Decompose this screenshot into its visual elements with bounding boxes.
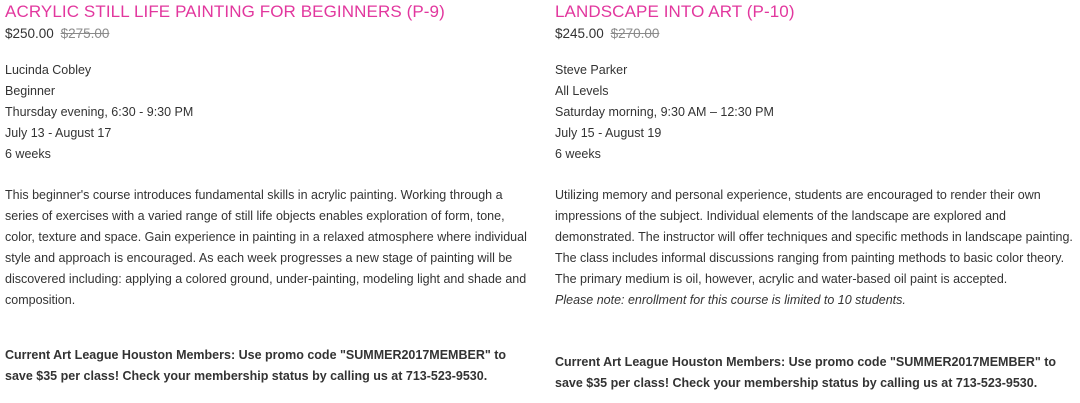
- course-details: [555, 60, 1080, 165]
- course-price: [555, 24, 1080, 44]
- course-duration: 6 weeks: [5, 147, 51, 161]
- course-card-p9: [5, 0, 530, 311]
- instructor-name: Steve Parker: [555, 63, 628, 77]
- course-card-p10: [555, 0, 1080, 311]
- course-dates: July 15 - August 19: [555, 126, 662, 140]
- course-title[interactable]: LANDSCAPE INTO ART (P-10): [555, 2, 795, 21]
- course-level: Beginner: [5, 84, 56, 98]
- course-title[interactable]: ACRYLIC STILL LIFE PAINTING FOR BEGINNERS (P-9): [5, 2, 445, 21]
- original-price: $275.00: [60, 26, 110, 41]
- member-promo-notice: Current Art League Houston Members: Use promo code "SUMMER2017MEMBER" to save $35 per class! Check your membership status by calling us at 713-523-9530.: [5, 348, 507, 383]
- sale-price: $250.00: [5, 26, 54, 41]
- course-description: Utilizing memory and personal experience, students are encouraged to render their own impressions of the subject. Individual elements of the landscape are explored and demonstrated. The instructor will offer techniques and specific methods in landscape painting. The class includes informal discussions ranging from painting methods to basic color theory. The primary medium is oil, however, acrylic and water-based oil paint is accepted.: [555, 188, 1073, 286]
- course-level: All Levels: [555, 84, 609, 98]
- instructor-name: Lucinda Cobley: [5, 63, 92, 77]
- member-promo-notice: Current Art League Houston Members: Use promo code "SUMMER2017MEMBER" to save $35 per class! Check your membership status by calling us at 713-523-9530.: [555, 355, 1057, 390]
- course-description: This beginner's course introduces fundamental skills in acrylic painting. Working through a series of exercises with a varied range of still life objects enables exploration of form, tone, color, texture and space. Gain experience in painting in a relaxed atmosphere where individual style and approach is encouraged. As each week progresses a new stage of painting will be discovered including: applying a colored ground, under-painting, modeling light and shade and composition.: [5, 188, 527, 307]
- course-schedule: Saturday morning, 9:30 AM – 12:30 PM: [555, 105, 774, 119]
- course-schedule: Thursday evening, 6:30 - 9:30 PM: [5, 105, 194, 119]
- course-details: [5, 60, 530, 165]
- sale-price: $245.00: [555, 26, 604, 41]
- course-dates: July 13 - August 17: [5, 126, 112, 140]
- course-price: [5, 24, 530, 44]
- course-duration: 6 weeks: [555, 147, 601, 161]
- original-price: $270.00: [610, 26, 660, 41]
- enrollment-note: Please note: enrollment for this course is limited to 10 students.: [555, 293, 906, 307]
